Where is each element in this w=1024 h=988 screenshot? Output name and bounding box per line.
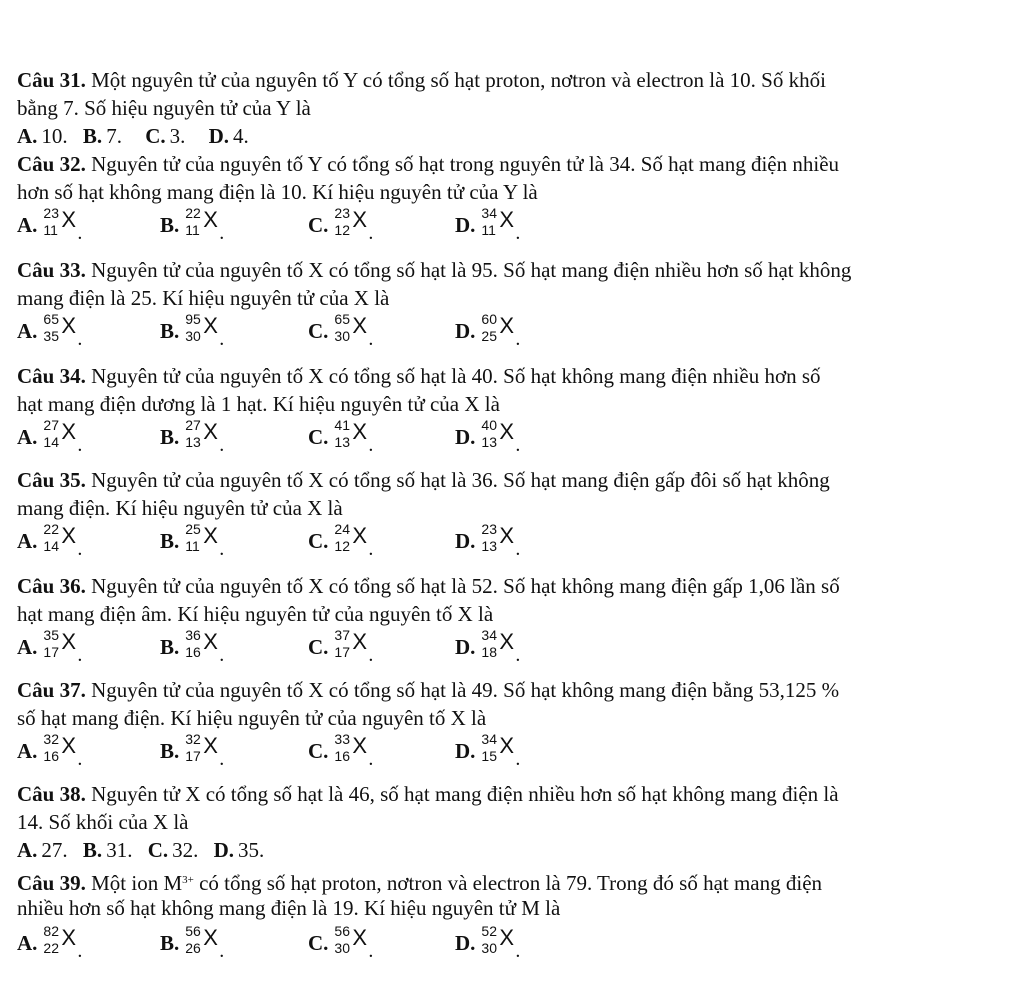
mass-number: 52: [481, 923, 497, 939]
element-symbol: X: [499, 925, 515, 950]
atomic-number: 22: [43, 940, 59, 956]
nuclide-symbol: [183, 923, 225, 962]
q38-line-1: [17, 782, 839, 806]
element-symbol: X: [203, 207, 218, 232]
element-symbol: X: [499, 733, 515, 758]
q33-option-c-letter: C.: [308, 319, 329, 343]
nuclide-symbol: [479, 731, 521, 770]
q31-option-c-letter: C.: [145, 124, 166, 148]
mass-number: 34: [481, 627, 497, 643]
q38-option-c[interactable]: 32.: [172, 838, 199, 862]
element-symbol: X: [203, 523, 218, 548]
element-symbol: X: [352, 207, 368, 232]
period-mark: .: [219, 644, 225, 666]
q31-option-a-letter: A.: [17, 124, 38, 148]
atomic-number: 16: [43, 748, 59, 764]
nuclide-symbol: [183, 731, 225, 770]
period-mark: .: [219, 538, 225, 560]
period-mark: .: [368, 748, 374, 770]
q38-option-c-letter: C.: [147, 838, 169, 862]
q32-option-d-letter: D.: [455, 213, 476, 237]
nuclide-symbol: [479, 627, 521, 666]
mass-number: 27: [43, 417, 59, 433]
q36-option-a[interactable]: [17, 627, 83, 666]
q34-option-d-letter: D.: [455, 425, 476, 449]
element-symbol: X: [499, 629, 515, 654]
q39-option-b-letter: B.: [160, 931, 180, 955]
q38-option-b-letter: B.: [82, 838, 103, 862]
q34-option-d[interactable]: [455, 417, 521, 456]
q32-option-a[interactable]: [17, 205, 83, 244]
nuclide-symbol: [479, 521, 521, 560]
q36-option-d-letter: D.: [455, 635, 476, 659]
q39-text-1a: Một ion M: [85, 871, 183, 895]
period-mark: .: [368, 940, 374, 962]
q35-option-a[interactable]: [17, 521, 83, 560]
nuclide-symbol: [183, 521, 225, 560]
q31-option-d[interactable]: 4.: [233, 124, 249, 148]
mass-number: 40: [481, 417, 497, 433]
period-mark: .: [77, 434, 83, 456]
q35-number: Câu 35.: [17, 468, 86, 492]
q39-ion-charge: 3+: [182, 874, 194, 886]
mass-number: 22: [185, 205, 201, 221]
atomic-number: 17: [43, 644, 59, 660]
period-mark: .: [515, 538, 521, 560]
mass-number: 24: [334, 521, 350, 537]
period-mark: .: [515, 328, 521, 350]
nuclide-symbol: [41, 521, 83, 560]
mass-number: 23: [43, 205, 59, 221]
nuclide-symbol: [479, 417, 521, 456]
q37-option-b-letter: B.: [160, 739, 180, 763]
q31-option-c[interactable]: 3.: [169, 124, 186, 148]
element-symbol: X: [61, 733, 77, 758]
q36-option-c-letter: C.: [308, 635, 329, 659]
nuclide-symbol: [41, 311, 83, 350]
element-symbol: X: [61, 419, 77, 444]
nuclide-symbol: [332, 417, 374, 456]
q34-option-a[interactable]: [17, 417, 83, 456]
q37-option-a[interactable]: [17, 731, 83, 770]
q32-option-c-letter: C.: [308, 213, 329, 237]
q34-option-c-letter: C.: [308, 425, 329, 449]
q38-option-a[interactable]: 27.: [41, 838, 68, 862]
period-mark: .: [219, 748, 225, 770]
period-mark: .: [515, 222, 521, 244]
q39-option-d[interactable]: [455, 923, 521, 962]
nuclide-symbol: [332, 627, 374, 666]
q34-option-c[interactable]: [308, 417, 374, 456]
q32-option-b[interactable]: [160, 205, 225, 244]
mass-number: 27: [185, 417, 201, 433]
q35-option-b[interactable]: [160, 521, 225, 560]
q33-option-a[interactable]: [17, 311, 83, 350]
q35-option-a-letter: A.: [17, 529, 38, 553]
period-mark: .: [219, 434, 225, 456]
q32-option-b-letter: B.: [160, 213, 180, 237]
atomic-number: 13: [185, 434, 201, 450]
element-symbol: X: [499, 419, 515, 444]
q37-option-b[interactable]: [160, 731, 225, 770]
period-mark: .: [219, 222, 225, 244]
element-symbol: X: [61, 313, 77, 338]
q31-line-2: bằng 7. Số hiệu nguyên tử của Y là: [17, 96, 311, 120]
atomic-number: 11: [43, 222, 58, 238]
mass-number: 56: [334, 923, 350, 939]
atomic-number: 30: [185, 328, 201, 344]
element-symbol: X: [61, 925, 77, 950]
atomic-number: 26: [185, 940, 201, 956]
q35-option-c[interactable]: [308, 521, 374, 560]
q34-option-a-letter: A.: [17, 425, 38, 449]
q37-text-1: Nguyên tử của nguyên tố X có tổng số hạt là 49. Số hạt không mang điện bằng 53,125 %: [85, 678, 840, 702]
q39-line-2: nhiều hơn số hạt không mang điện là 19. Kí hiệu nguyên tử M là: [17, 896, 561, 920]
period-mark: .: [368, 538, 374, 560]
q36-number: Câu 36.: [17, 574, 86, 598]
atomic-number: 30: [334, 940, 350, 956]
mass-number: 56: [185, 923, 201, 939]
q33-option-c[interactable]: [308, 311, 374, 350]
atomic-number: 15: [481, 748, 497, 764]
element-symbol: X: [61, 207, 77, 232]
atomic-number: 25: [481, 328, 497, 344]
q32-line-2: hơn số hạt không mang điện là 10. Kí hiệu nguyên tử của Y là: [17, 180, 538, 204]
element-symbol: X: [499, 207, 515, 232]
atomic-number: 14: [43, 538, 59, 554]
q35-line-2: mang điện. Kí hiệu nguyên tử của X là: [17, 496, 343, 520]
q39-line-1: [17, 868, 822, 895]
q39-option-a[interactable]: [17, 923, 83, 962]
q37-line-2: số hạt mang điện. Kí hiệu nguyên tử của nguyên tố X là: [17, 706, 487, 730]
q34-line-2: hạt mang điện dương là 1 hạt. Kí hiệu nguyên tử của X là: [17, 392, 500, 416]
q31-option-b[interactable]: 7.: [106, 124, 122, 148]
period-mark: .: [77, 940, 83, 962]
q35-option-c-letter: C.: [308, 529, 329, 553]
q38-option-a-letter: A.: [17, 838, 38, 862]
nuclide-symbol: [332, 731, 374, 770]
period-mark: .: [515, 748, 521, 770]
nuclide-symbol: [332, 205, 374, 244]
atomic-number: 18: [481, 644, 497, 660]
period-mark: .: [77, 748, 83, 770]
element-symbol: X: [352, 419, 368, 444]
nuclide-symbol: [41, 923, 83, 962]
q33-option-d[interactable]: [455, 311, 521, 350]
nuclide-symbol: [332, 311, 374, 350]
element-symbol: X: [203, 419, 218, 444]
q38-option-d-letter: D.: [213, 838, 235, 862]
q36-option-c[interactable]: [308, 627, 374, 666]
element-symbol: X: [203, 733, 218, 758]
q31-line-1: [17, 68, 826, 92]
element-symbol: X: [352, 523, 368, 548]
atomic-number: 30: [334, 328, 350, 344]
atomic-number: 13: [334, 434, 350, 450]
q31-option-d-letter: D.: [208, 124, 230, 148]
q34-line-1: [17, 364, 821, 388]
period-mark: .: [368, 434, 374, 456]
q37-option-d[interactable]: [455, 731, 521, 770]
atomic-number: 12: [334, 222, 350, 238]
nuclide-symbol: [183, 417, 225, 456]
mass-number: 60: [481, 311, 497, 327]
element-symbol: X: [203, 629, 218, 654]
q32-option-a-letter: A.: [17, 213, 38, 237]
atomic-number: 11: [185, 538, 200, 554]
element-symbol: X: [61, 629, 77, 654]
period-mark: .: [368, 328, 374, 350]
period-mark: .: [368, 222, 374, 244]
nuclide-symbol: [332, 923, 374, 962]
q37-number: Câu 37.: [17, 678, 86, 702]
q37-option-c[interactable]: [308, 731, 374, 770]
atomic-number: 16: [334, 748, 350, 764]
mass-number: 35: [43, 627, 59, 643]
q33-option-d-letter: D.: [455, 319, 476, 343]
nuclide-symbol: [41, 731, 83, 770]
element-symbol: X: [352, 629, 368, 654]
period-mark: .: [219, 940, 225, 962]
q39-number: Câu 39.: [17, 871, 86, 895]
q35-text-1: Nguyên tử của nguyên tố X có tổng số hạt là 36. Số hạt mang điện gấp đôi số hạt không: [85, 468, 830, 492]
mass-number: 65: [43, 311, 59, 327]
mass-number: 33: [334, 731, 350, 747]
atomic-number: 12: [334, 538, 350, 554]
q35-option-d[interactable]: [455, 521, 521, 560]
q34-option-b[interactable]: [160, 417, 225, 456]
q38-line-2: 14. Số khối của X là: [17, 810, 189, 834]
element-symbol: X: [203, 313, 218, 338]
q39-text-1b: có tổng số hạt proton, nơtron và electron là 79. Trong đó số hạt mang điện: [193, 871, 823, 895]
q38-option-d[interactable]: 35.: [238, 838, 265, 862]
nuclide-symbol: [479, 923, 521, 962]
atomic-number: 30: [481, 940, 497, 956]
q37-option-d-letter: D.: [455, 739, 476, 763]
element-symbol: X: [352, 925, 368, 950]
q36-option-b[interactable]: [160, 627, 225, 666]
element-symbol: X: [499, 523, 515, 548]
q33-number: Câu 33.: [17, 258, 86, 282]
period-mark: .: [515, 644, 521, 666]
q39-option-a-letter: A.: [17, 931, 38, 955]
q33-line-1: [17, 258, 851, 282]
mass-number: 34: [481, 205, 497, 221]
q39-option-d-letter: D.: [455, 931, 476, 955]
q39-option-c-letter: C.: [308, 931, 329, 955]
period-mark: .: [77, 328, 83, 350]
q35-option-b-letter: B.: [160, 529, 180, 553]
q36-option-b-letter: B.: [160, 635, 180, 659]
period-mark: .: [77, 538, 83, 560]
period-mark: .: [219, 328, 225, 350]
q31-option-a[interactable]: 10.: [41, 124, 68, 148]
q35-line-1: [17, 468, 830, 492]
mass-number: 65: [334, 311, 350, 327]
q37-line-1: [17, 678, 839, 702]
atomic-number: 14: [43, 434, 59, 450]
q33-line-2: mang điện là 25. Kí hiệu nguyên tử của X là: [17, 286, 390, 310]
mass-number: 23: [481, 521, 497, 537]
mass-number: 25: [185, 521, 201, 537]
q34-number: Câu 34.: [17, 364, 86, 388]
q31-text-1: Một nguyên tử của nguyên tố Y có tổng số hạt proton, nơtron và electron là 10. Số khối: [85, 68, 826, 92]
atomic-number: 16: [185, 644, 201, 660]
element-symbol: X: [352, 313, 368, 338]
q34-text-1: Nguyên tử của nguyên tố X có tổng số hạt là 40. Số hạt không mang điện nhiều hơn số: [85, 364, 821, 388]
nuclide-symbol: [183, 205, 225, 244]
period-mark: .: [368, 644, 374, 666]
mass-number: 95: [185, 311, 201, 327]
q33-text-1: Nguyên tử của nguyên tố X có tổng số hạt là 95. Số hạt mang điện nhiều hơn số hạt không: [85, 258, 852, 282]
element-symbol: X: [499, 313, 515, 338]
q32-text-1: Nguyên tử của nguyên tố Y có tổng số hạt trong nguyên tử là 34. Số hạt mang điện nhiều: [85, 152, 840, 176]
atomic-number: 17: [334, 644, 350, 660]
q39-option-b[interactable]: [160, 923, 225, 962]
mass-number: 22: [43, 521, 59, 537]
atomic-number: 11: [185, 222, 200, 238]
q32-line-1: [17, 152, 839, 176]
nuclide-symbol: [183, 311, 225, 350]
q36-option-d[interactable]: [455, 627, 521, 666]
mass-number: 41: [334, 417, 350, 433]
q37-option-c-letter: C.: [308, 739, 329, 763]
mass-number: 32: [185, 731, 201, 747]
q32-number: Câu 32.: [17, 152, 86, 176]
q32-option-d[interactable]: [455, 205, 521, 244]
atomic-number: 11: [481, 222, 496, 238]
period-mark: .: [77, 644, 83, 666]
nuclide-symbol: [41, 417, 83, 456]
nuclide-symbol: [183, 627, 225, 666]
q38-options: [17, 838, 264, 862]
q36-line-2: hạt mang điện âm. Kí hiệu nguyên tử của nguyên tố X là: [17, 602, 494, 626]
atomic-number: 13: [481, 538, 497, 554]
nuclide-symbol: [41, 627, 83, 666]
nuclide-symbol: [41, 205, 83, 244]
q33-option-b-letter: B.: [160, 319, 180, 343]
atomic-number: 35: [43, 328, 59, 344]
mass-number: 36: [185, 627, 201, 643]
q31-option-b-letter: B.: [82, 124, 103, 148]
q32-option-c[interactable]: [308, 205, 374, 244]
mass-number: 34: [481, 731, 497, 747]
nuclide-symbol: [479, 205, 521, 244]
q38-number: Câu 38.: [17, 782, 86, 806]
mass-number: 37: [334, 627, 350, 643]
nuclide-symbol: [479, 311, 521, 350]
mass-number: 23: [334, 205, 350, 221]
q35-option-d-letter: D.: [455, 529, 476, 553]
mass-number: 32: [43, 731, 59, 747]
q36-line-1: [17, 574, 840, 598]
q38-text-1: Nguyên tử X có tổng số hạt là 46, số hạt mang điện nhiều hơn số hạt không mang điện là: [85, 782, 839, 806]
q36-text-1: Nguyên tử của nguyên tố X có tổng số hạt là 52. Số hạt không mang điện gấp 1,06 lần số: [85, 574, 840, 598]
q31-number: Câu 31.: [17, 68, 86, 92]
q37-option-a-letter: A.: [17, 739, 38, 763]
atomic-number: 17: [185, 748, 201, 764]
period-mark: .: [77, 222, 83, 244]
q38-option-b[interactable]: 31.: [106, 838, 133, 862]
q33-option-a-letter: A.: [17, 319, 38, 343]
period-mark: .: [515, 434, 521, 456]
element-symbol: X: [61, 523, 77, 548]
mass-number: 82: [43, 923, 59, 939]
nuclide-symbol: [332, 521, 374, 560]
atomic-number: 13: [481, 434, 497, 450]
element-symbol: X: [203, 925, 218, 950]
q34-option-b-letter: B.: [160, 425, 180, 449]
q33-option-b[interactable]: [160, 311, 225, 350]
q39-option-c[interactable]: [308, 923, 374, 962]
period-mark: .: [515, 940, 521, 962]
q36-option-a-letter: A.: [17, 635, 38, 659]
q31-options: [17, 124, 249, 148]
element-symbol: X: [352, 733, 368, 758]
